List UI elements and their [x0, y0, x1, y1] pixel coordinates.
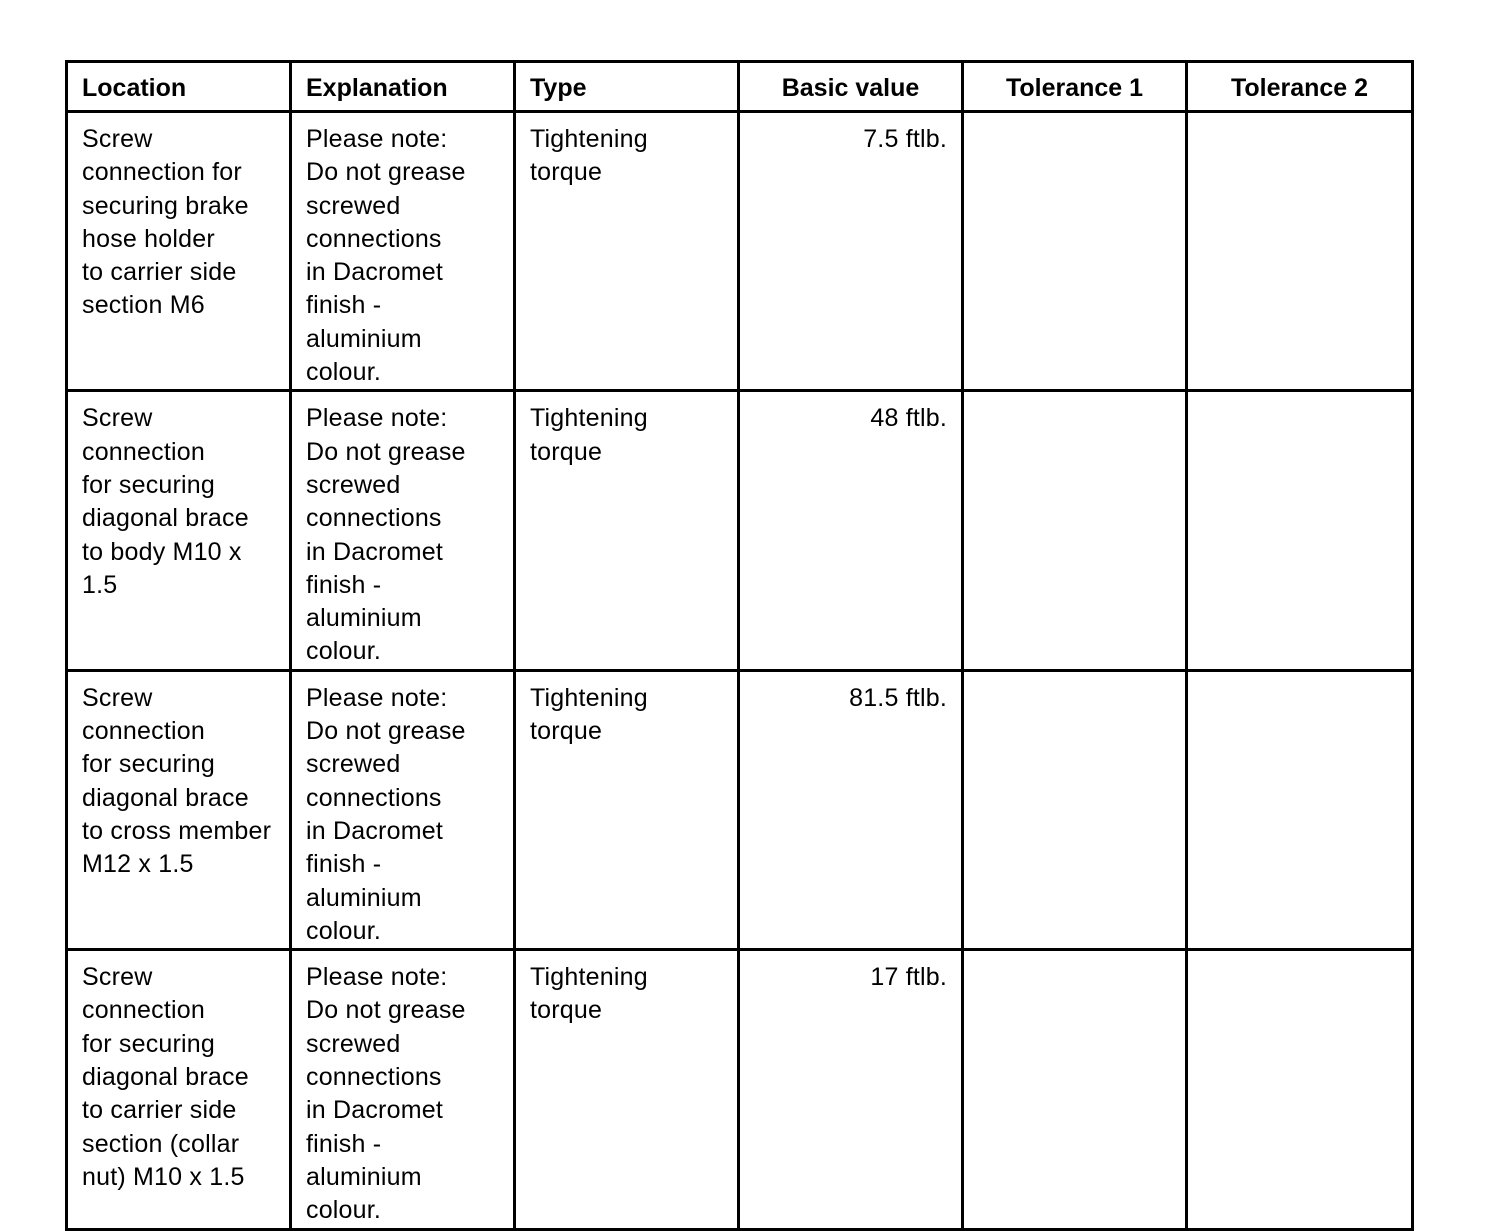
header-tolerance-1: Tolerance 1 — [963, 62, 1187, 112]
cell-explanation: Please note: Do not grease screwed connections in Dacromet finish - aluminium colour. — [291, 112, 515, 391]
table-row — [67, 391, 1413, 670]
cell-basic-value: 81.5 ftlb. — [739, 670, 963, 949]
cell-location: Screw connection for securing diagonal brace to cross member M12 x 1.5 — [67, 670, 291, 949]
cell-basic-value: 48 ftlb. — [739, 391, 963, 670]
table-row — [67, 112, 1413, 391]
torque-spec-table — [65, 60, 1414, 1231]
header-type: Type — [515, 62, 739, 112]
cell-basic-value: 7.5 ftlb. — [739, 112, 963, 391]
cell-explanation: Please note: Do not grease screwed connections in Dacromet finish - aluminium colour. — [291, 950, 515, 1229]
cell-tolerance-2 — [1187, 391, 1413, 670]
table-header — [67, 62, 1413, 112]
cell-tolerance-2 — [1187, 670, 1413, 949]
cell-tolerance-1 — [963, 391, 1187, 670]
header-explanation: Explanation — [291, 62, 515, 112]
cell-tolerance-1 — [963, 950, 1187, 1229]
header-tolerance-2: Tolerance 2 — [1187, 62, 1413, 112]
header-row — [67, 62, 1413, 112]
cell-explanation: Please note: Do not grease screwed connections in Dacromet finish - aluminium colour. — [291, 670, 515, 949]
cell-location: Screw connection for securing brake hose holder to carrier side section M6 — [67, 112, 291, 391]
table-row — [67, 670, 1413, 949]
table-body — [67, 112, 1413, 1230]
document-page — [65, 60, 1411, 1231]
cell-location: Screw connection for securing diagonal brace to carrier side section (collar nut) M10 x 1.5 — [67, 950, 291, 1229]
table-row — [67, 950, 1413, 1229]
header-basic-value: Basic value — [739, 62, 963, 112]
cell-tolerance-2 — [1187, 950, 1413, 1229]
cell-type: Tightening torque — [515, 950, 739, 1229]
cell-type: Tightening torque — [515, 112, 739, 391]
cell-location: Screw connection for securing diagonal brace to body M10 x 1.5 — [67, 391, 291, 670]
cell-type: Tightening torque — [515, 391, 739, 670]
cell-explanation: Please note: Do not grease screwed connections in Dacromet finish - aluminium colour. — [291, 391, 515, 670]
cell-basic-value: 17 ftlb. — [739, 950, 963, 1229]
cell-type: Tightening torque — [515, 670, 739, 949]
cell-tolerance-2 — [1187, 112, 1413, 391]
cell-tolerance-1 — [963, 670, 1187, 949]
header-location: Location — [67, 62, 291, 112]
cell-tolerance-1 — [963, 112, 1187, 391]
